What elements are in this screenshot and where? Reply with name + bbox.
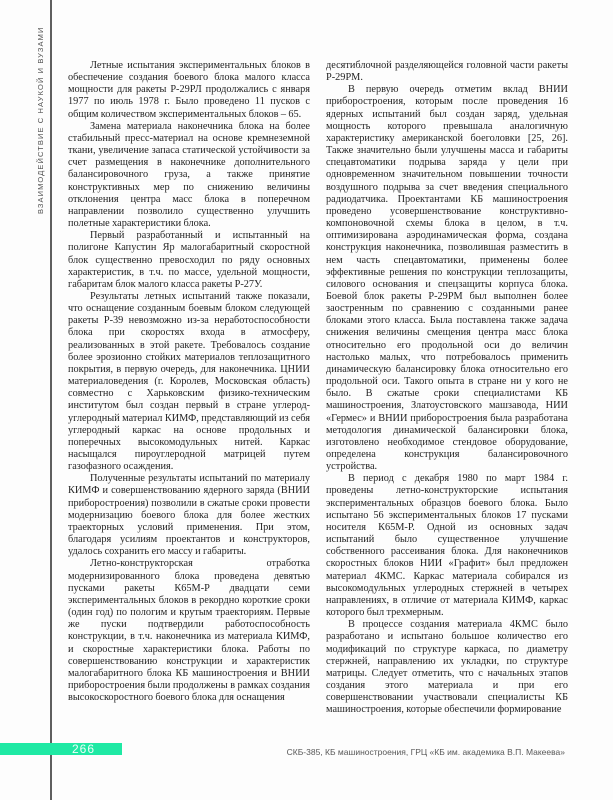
paragraph: Первый разработанный и испытанный на полигоне Капустин Яр малогабаритный скоростной блок существенно превосходил по ряду основных характеристик, в т.ч. по массе, удельной мощности, габаритам блок малого класса ракеты Р-27У. xyxy=(68,230,310,290)
paragraph: десятиблочной разделяющейся головной части ракеты Р-29РМ. xyxy=(326,60,568,84)
paragraph: В период с декабря 1980 по март 1984 г. проведены летно-конструкторские испытания экспериментальных образцов боевого блока. Было испытано 56 экспериментальных блоков 17 пусками носителя К65М-Р. Одной из основных задач испытаний было существенное улучшение собственного рассеивания блока. Для наконечников скоростных блоков НИИ «Графит» был предложен материал 4КМС. Каркас материала собирался из высокомодульных углеродных стержней в четырех направлениях, в отличие от материала КИМФ, каркас которого был трехмерным. xyxy=(326,473,568,619)
paragraph: В процессе создания материала 4КМС было разработано и испытано большое количество его модификаций по структуре каркаса, по диаметру стержней, направлению их укладки, по структуре матрицы. Следует отметить, что с начальных этапов создания этого материала и при его совершенствовании участвовали специалисты КБ машиностроения, которые обеспечили формирование xyxy=(326,619,568,716)
page-number: 266 xyxy=(72,742,96,756)
margin-divider-line xyxy=(50,0,52,800)
footer-caption: СКБ-385, КБ машиностроения, ГРЦ «КБ им. академика В.П. Макеева» xyxy=(286,747,565,757)
paragraph: Полученные результаты испытаний по материалу КИМФ и совершенствованию ядерного заряда (ВНИИ приборостроения) позволили в сжатые сроки провести модернизацию боевого блока для более жестких траекторных условий применения. При этом, благодаря усилиям проектантов и конструкторов, удалось сохранить его массу и габариты. xyxy=(68,473,310,558)
text-column-right xyxy=(326,60,568,716)
paragraph: Замена материала наконечника блока на более стабильный пресс-материал на основе кремнеземной ткани, увеличение запаса статической устойчивости за счет размещения в наконечнике дополнительного балансировочного груза, а также принятие конструктивных мер по снижению величины отклонения центра масс блока в поперечном направлении позволило существенно улучшить полетные характеристики блока. xyxy=(68,120,310,230)
page-number-badge xyxy=(0,743,122,755)
page-content xyxy=(68,60,568,716)
text-column-left xyxy=(68,60,310,716)
paragraph: В первую очередь отметим вклад ВНИИ приборостроения, которым после проведения 16 ядерных испытаний был создан заряд, удельная мощность которого превышала аналогичную характеристику американской боеголовки [25, 26]. Также значительно были улучшены масса и габариты спецавтоматики подрыва заряда у цели при одновременном значительном повышении точности воздушного подрыва за счет введения специального радиодатчика. Проектантами КБ машиностроения проведено усовершенствование конструктивно-компоновочной схемы блока в целом, в т.ч. оптимизирована аэродинамическая форма, создана конструкция наконечника, позволившая разместить в нем часть спецавтоматики, применены более эффективные решения по конструкции теплозащиты, силового основания и спецзащиты корпуса блока. Боевой блок ракеты Р-29РМ был выполнен более заостренным по сравнению с созданными ранее блоками этого класса. Была поставлена также задача снижения величины смещения центра масс блока относительно его продольной оси до величин настолько малых, что потребовалось применить динамическую балансировку блока относительно его продольной оси. Такого опыта в стране ни у кого не было. В сжатые сроки специалистами КБ машиностроения, Златоустовского машзавода, НИИ «Гермес» и ВНИИ приборостроения была разработана методология динамической балансировки блока, изготовлено необходимое стендовое оборудование, определена конструкция балансировочного устройства. xyxy=(326,84,568,473)
paragraph: Результаты летных испытаний также показали, что оснащение созданным боевым блоком следующей ракеты Р-39 невозможно из-за неработоспособности блока при скоростях входа в атмосферу, реализованных в этой ракете. Требовалось создание более эрозионно стойких материалов теплозащитного покрытия, в первую очередь, для наконечника. ЦНИИ материаловедения (г. Королев, Московская область) совместно с Харьковским физико-техническим институтом был создан первый в стране углерод-углеродный материал КИМФ, представляющий из себя углеродный каркас на основе продольных и поперечных высокомодульных нитей. Каркас насыщался пироуглеродной матрицей путем газофазного осаждения. xyxy=(68,290,310,473)
paragraph: Летно-конструкторская отработка модернизированного блока проведена девятью пусками ракеты К65М-Р двадцати семи экспериментальных блоков в рекордно короткие сроки (один год) по пологим и крутым траекториям. Первые же пуски подтвердили работоспособность конструкции, в т.ч. наконечника из материала КИМФ, и скоростные характеристики блока. Работы по совершенствованию конструкции и характеристик малогабаритного блока КБ машиностроения и ВНИИ приборостроения были продолжены в рамках создания высокоскоростного боевого блока для оснащения xyxy=(68,558,310,704)
sidebar-section-title: ВЗАИМОДЕЙСТВИЕ С НАУКОЙ И ВУЗАМИ xyxy=(36,26,45,214)
paragraph: Летные испытания экспериментальных блоков в обеспечение создания боевого блока малого класса мощности для ракеты Р-29РЛ продолжались с января 1977 по июль 1978 г. Было проведено 11 пусков с общим количеством экспериментальных блоков – 65. xyxy=(68,60,310,120)
